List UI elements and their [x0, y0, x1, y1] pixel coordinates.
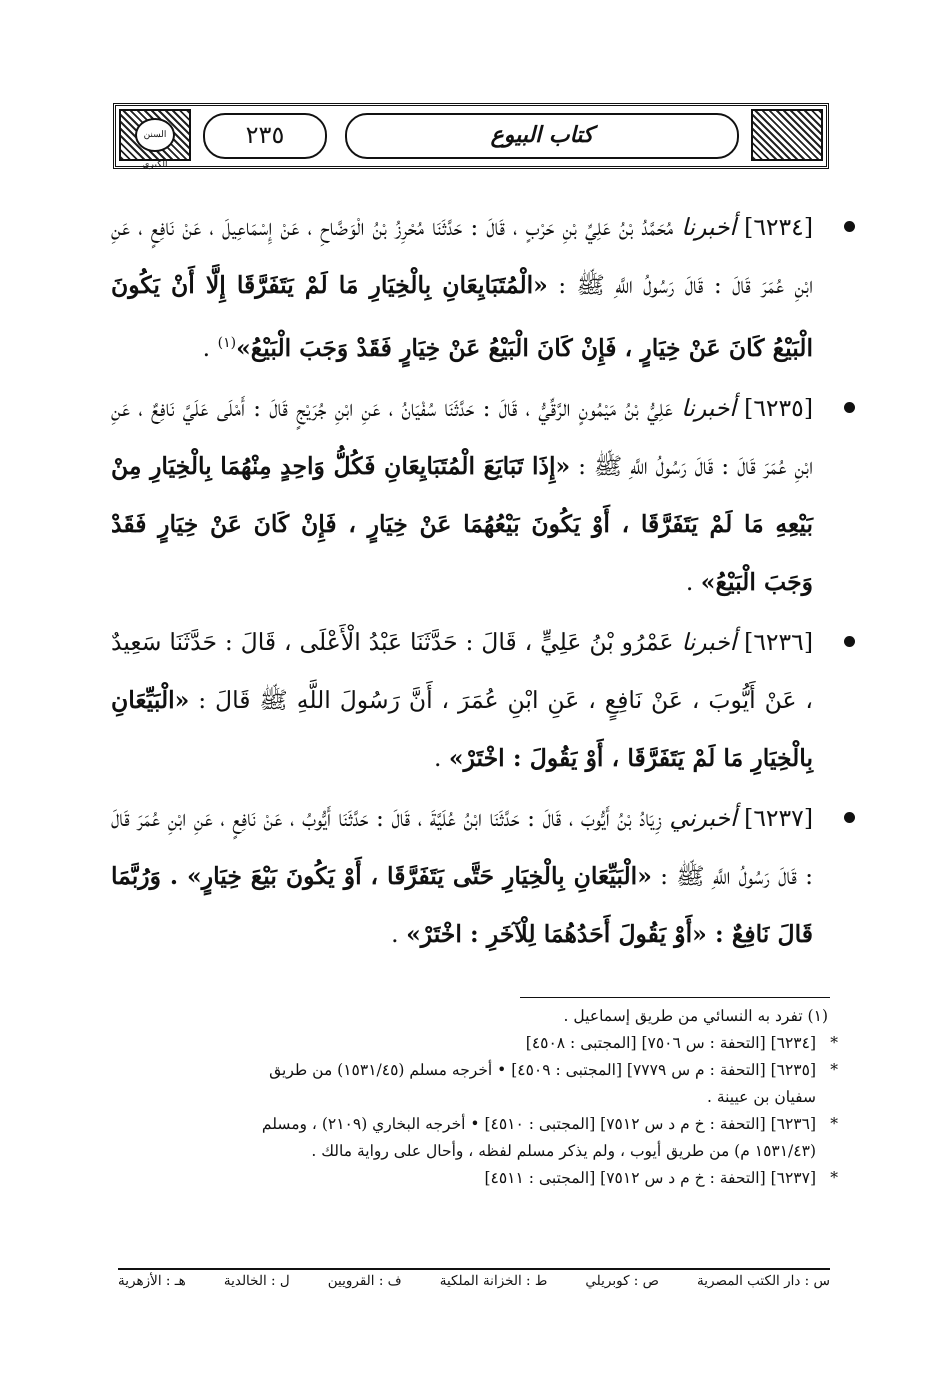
bullet-icon: [844, 221, 855, 232]
siglum: ف : القرويين: [327, 1273, 402, 1289]
hadith-end: .: [202, 333, 211, 362]
footnotes: [108, 1003, 838, 1192]
book-seal: السنن الكبرى: [135, 118, 175, 152]
hadith-6236: [111, 613, 833, 787]
page-number-plate: [203, 113, 327, 159]
manuscript-sigla: [118, 1273, 830, 1289]
chain-opener: أخبرني: [669, 803, 737, 832]
takhrij-continuation: سفيان بن عيينة .: [706, 1088, 816, 1106]
takhrij-6237: [108, 1165, 838, 1192]
hadith-6237: [111, 789, 833, 963]
takhrij-6236: [108, 1111, 838, 1165]
hadith-matn: «الْبَيِّعَانِ بِالْخِيَارِ حَتَّى يَتَفَرَّقَا ، أَوْ يَكُونَ بَيْعَ خِيَارٍ» . وَرُبَّمَا قَالَ نَافِعٌ : «أَوْ يَقُولَ أَحَدُهُمَا لِلْآخَرِ : اخْتَرْ»: [111, 861, 813, 948]
chain-opener: أخبرنا: [681, 213, 737, 241]
footnote-1: [108, 1003, 838, 1030]
chapter-title-plate: [345, 113, 739, 159]
hadith-end: .: [391, 919, 399, 948]
takhrij-text: [٦٢٣٧] [التحفة : خ م د س ٧٥١٢] [المجتبى : ٤٥١١]: [484, 1169, 816, 1187]
takhrij-text: [٦٢٣٥] [التحفة : م س ٧٧٧٩] [المجتبى : ٤٥٠٩] • أخرجه مسلم (١٥٣١/٤٥) من طريق: [269, 1061, 816, 1079]
hadith-isnad: مُحَمَّدُ بْنُ عَلِيِّ بْنِ حَرْبٍ ، قَالَ : حَدَّثَنَا مُحْرِزُ بْنُ الْوَضَّاحِ ، عَنْ إِسْمَاعِيلَ ، عَنْ نَافِعٍ ، عَنِ ابْنِ عُمَرَ قَالَ : قَالَ رَسُولُ اللَّهِ ﷺ :: [111, 213, 813, 299]
hadith-number: [٦٢٣٥]: [744, 393, 813, 422]
page-header: [113, 103, 829, 169]
takhrij-text: [٦٢٣٤] [التحفة : س ٧٥٠٦] [المجتبى : ٤٥٠٨]: [525, 1034, 816, 1052]
bullet-icon: [844, 812, 855, 823]
chain-opener: أخبرنا: [681, 627, 737, 656]
asterisk-icon: *: [830, 1034, 838, 1052]
hadith-matn: «الْمُتَبَايِعَانِ بِالْخِيَارِ مَا لَمْ يَتَفَرَّقَا إِلَّا أَنْ يَكُونَ الْبَيْعُ كَانَ عَنْ خِيَارٍ ، فَإِنْ كَانَ الْبَيْعُ عَنْ خِيَارٍ فَقَدْ وَجَبَ الْبَيْعُ»: [111, 271, 813, 362]
takhrij-continuation: (١٥٣١/٤٣ م) من طريق أيوب ، ولم يذكر مسلم لفظه ، وأحال على رواية مالك .: [311, 1142, 816, 1160]
siglum: هـ : الأزهرية: [118, 1273, 186, 1289]
hadith-end: .: [685, 567, 694, 596]
takhrij-6234: [108, 1030, 838, 1057]
siglum: ل : الخالدية: [223, 1273, 290, 1289]
asterisk-icon: *: [830, 1169, 838, 1187]
takhrij-text: [٦٢٣٦] [التحفة : خ م د س ٧٥١٢] [المجتبى : ٤٥١٠] • أخرجه البخاري (٢١٠٩) ، ومسلم: [261, 1115, 816, 1133]
hadith-number: [٦٢٣٤]: [744, 213, 813, 241]
left-ornament-icon: [119, 109, 191, 170]
hadith-isnad: زِيَادُ بْنُ أَيُّوبَ ، قَالَ : حَدَّثَنَا ابْنُ عُلَيَّةَ ، قَالَ : حَدَّثَنَا أَيُّوبُ ، عَنْ نَافِعٍ ، عَنِ ابْنِ عُمَرَ قَالَ : قَالَ رَسُولُ اللَّهِ ﷺ :: [111, 803, 813, 890]
sigla-separator: [118, 1268, 830, 1270]
siglum: ص : كوبريلي: [585, 1273, 659, 1289]
takhrij-6235: [108, 1057, 838, 1111]
hadith-list: [111, 198, 833, 965]
footnote-ref[interactable]: (١): [217, 335, 237, 351]
chain-opener: أخبرنا: [681, 393, 736, 422]
hadith-6235: [111, 379, 833, 611]
siglum: س : دار الكتب المصرية: [697, 1273, 830, 1289]
bullet-icon: [844, 636, 855, 647]
right-ornament-icon: [751, 109, 823, 161]
hadith-number: [٦٢٣٦]: [744, 627, 813, 656]
bullet-icon: [844, 402, 855, 413]
asterisk-icon: *: [830, 1115, 838, 1133]
hadith-isnad: عَمْرُو بْنُ عَلِيٍّ ، قَالَ : حَدَّثَنَا عَبْدُ الْأَعْلَى ، قَالَ : حَدَّثَنَا سَعِيدٌ ، عَنْ أَيُّوبَ ، عَنْ نَافِعٍ ، عَنِ ابْنِ عُمَرَ ، أَنَّ رَسُولَ اللَّهِ ﷺ قَالَ :: [111, 627, 813, 714]
hadith-matn: «إِذَا تَبَايَعَ الْمُتَبَايِعَانِ فَكُلُّ وَاحِدٍ مِنْهُمَا بِالْخِيَارِ مِنْ بَيْعِهِ مَا لَمْ يَتَفَرَّقَا ، أَوْ يَكُونَ بَيْعُهُمَا عَنْ خِيَارٍ ، فَإِنْ كَانَ عَنْ خِيَارٍ فَقَدْ وَجَبَ الْبَيْعُ»: [111, 451, 813, 596]
hadith-number: [٦٢٣٧]: [744, 803, 813, 832]
asterisk-icon: *: [830, 1061, 838, 1079]
footnote-separator: [520, 997, 830, 998]
chapter-title: كتاب البيوع: [490, 122, 594, 148]
footnote-text: (١) تفرد به النسائي من طريق إسماعيل .: [563, 1007, 828, 1025]
hadith-isnad: عَلِيُّ بْنُ مَيْمُونٍ الرَّقِّيُّ ، قَالَ : حَدَّثَنَا سُفْيَانُ ، عَنِ ابْنِ جُرَيْجٍ قَالَ : أَمْلَى عَلَيَّ نَافِعٌ ، عَنِ ابْنِ عُمَرَ قَالَ : قَالَ رَسُولُ اللَّهِ ﷺ :: [111, 393, 813, 480]
siglum: ط : الخزانة الملكية: [439, 1273, 548, 1289]
page-number: ٢٣٥: [245, 121, 285, 149]
hadith-matn: «الْبَيِّعَانِ بِالْخِيَارِ مَا لَمْ يَتَفَرَّقَا ، أَوْ يَقُولَ : اخْتَرْ»: [111, 685, 813, 772]
hadith-end: .: [433, 743, 442, 772]
hadith-6234: [111, 198, 833, 377]
